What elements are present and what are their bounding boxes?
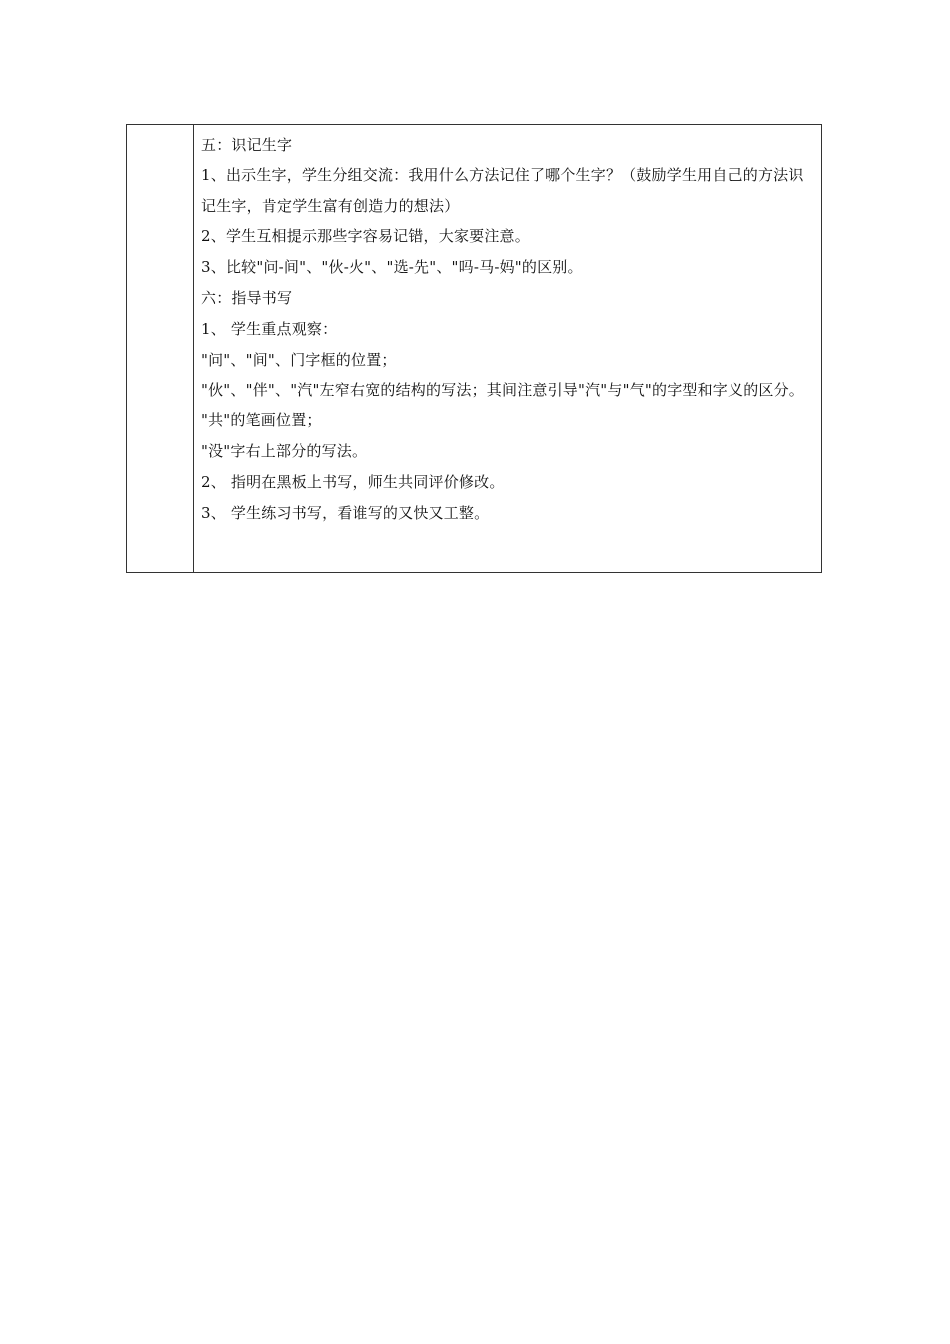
section-heading-recognize: 五：识记生字 xyxy=(201,136,293,154)
table-content-cell xyxy=(194,125,821,572)
step-line: 2、 指明在黑板上书写，师生共同评价修改。 xyxy=(201,473,505,491)
step-line: 2、学生互相提示那些字容易记错，大家要注意。 xyxy=(201,227,530,245)
detail-line: "伙"、"伴"、"汽"左窄右宽的结构的写法；其间注意引导"汽"与"气"的字型和字义的区分。 xyxy=(201,381,804,399)
step-line: 1、 学生重点观察： xyxy=(201,320,338,338)
step-line: 1、出示生字，学生分组交流：我用什么方法记住了哪个生字？（鼓励学生用自己的方法识记生字，肯定学生富有创造力的想法） xyxy=(201,166,804,215)
detail-line: "共"的笔画位置； xyxy=(201,411,322,429)
section-heading-writing: 六：指导书写 xyxy=(201,289,293,307)
table-left-cell xyxy=(127,125,194,572)
step-line: 3、比较"问-间"、"伙-火"、"选-先"、"吗-马-妈"的区别。 xyxy=(201,258,583,276)
detail-line: "问"、"间"、门字框的位置； xyxy=(201,351,397,369)
lesson-table xyxy=(126,124,822,573)
step-line: 3、 学生练习书写，看谁写的又快又工整。 xyxy=(201,504,490,522)
detail-line: "没"字右上部分的写法。 xyxy=(201,442,368,460)
